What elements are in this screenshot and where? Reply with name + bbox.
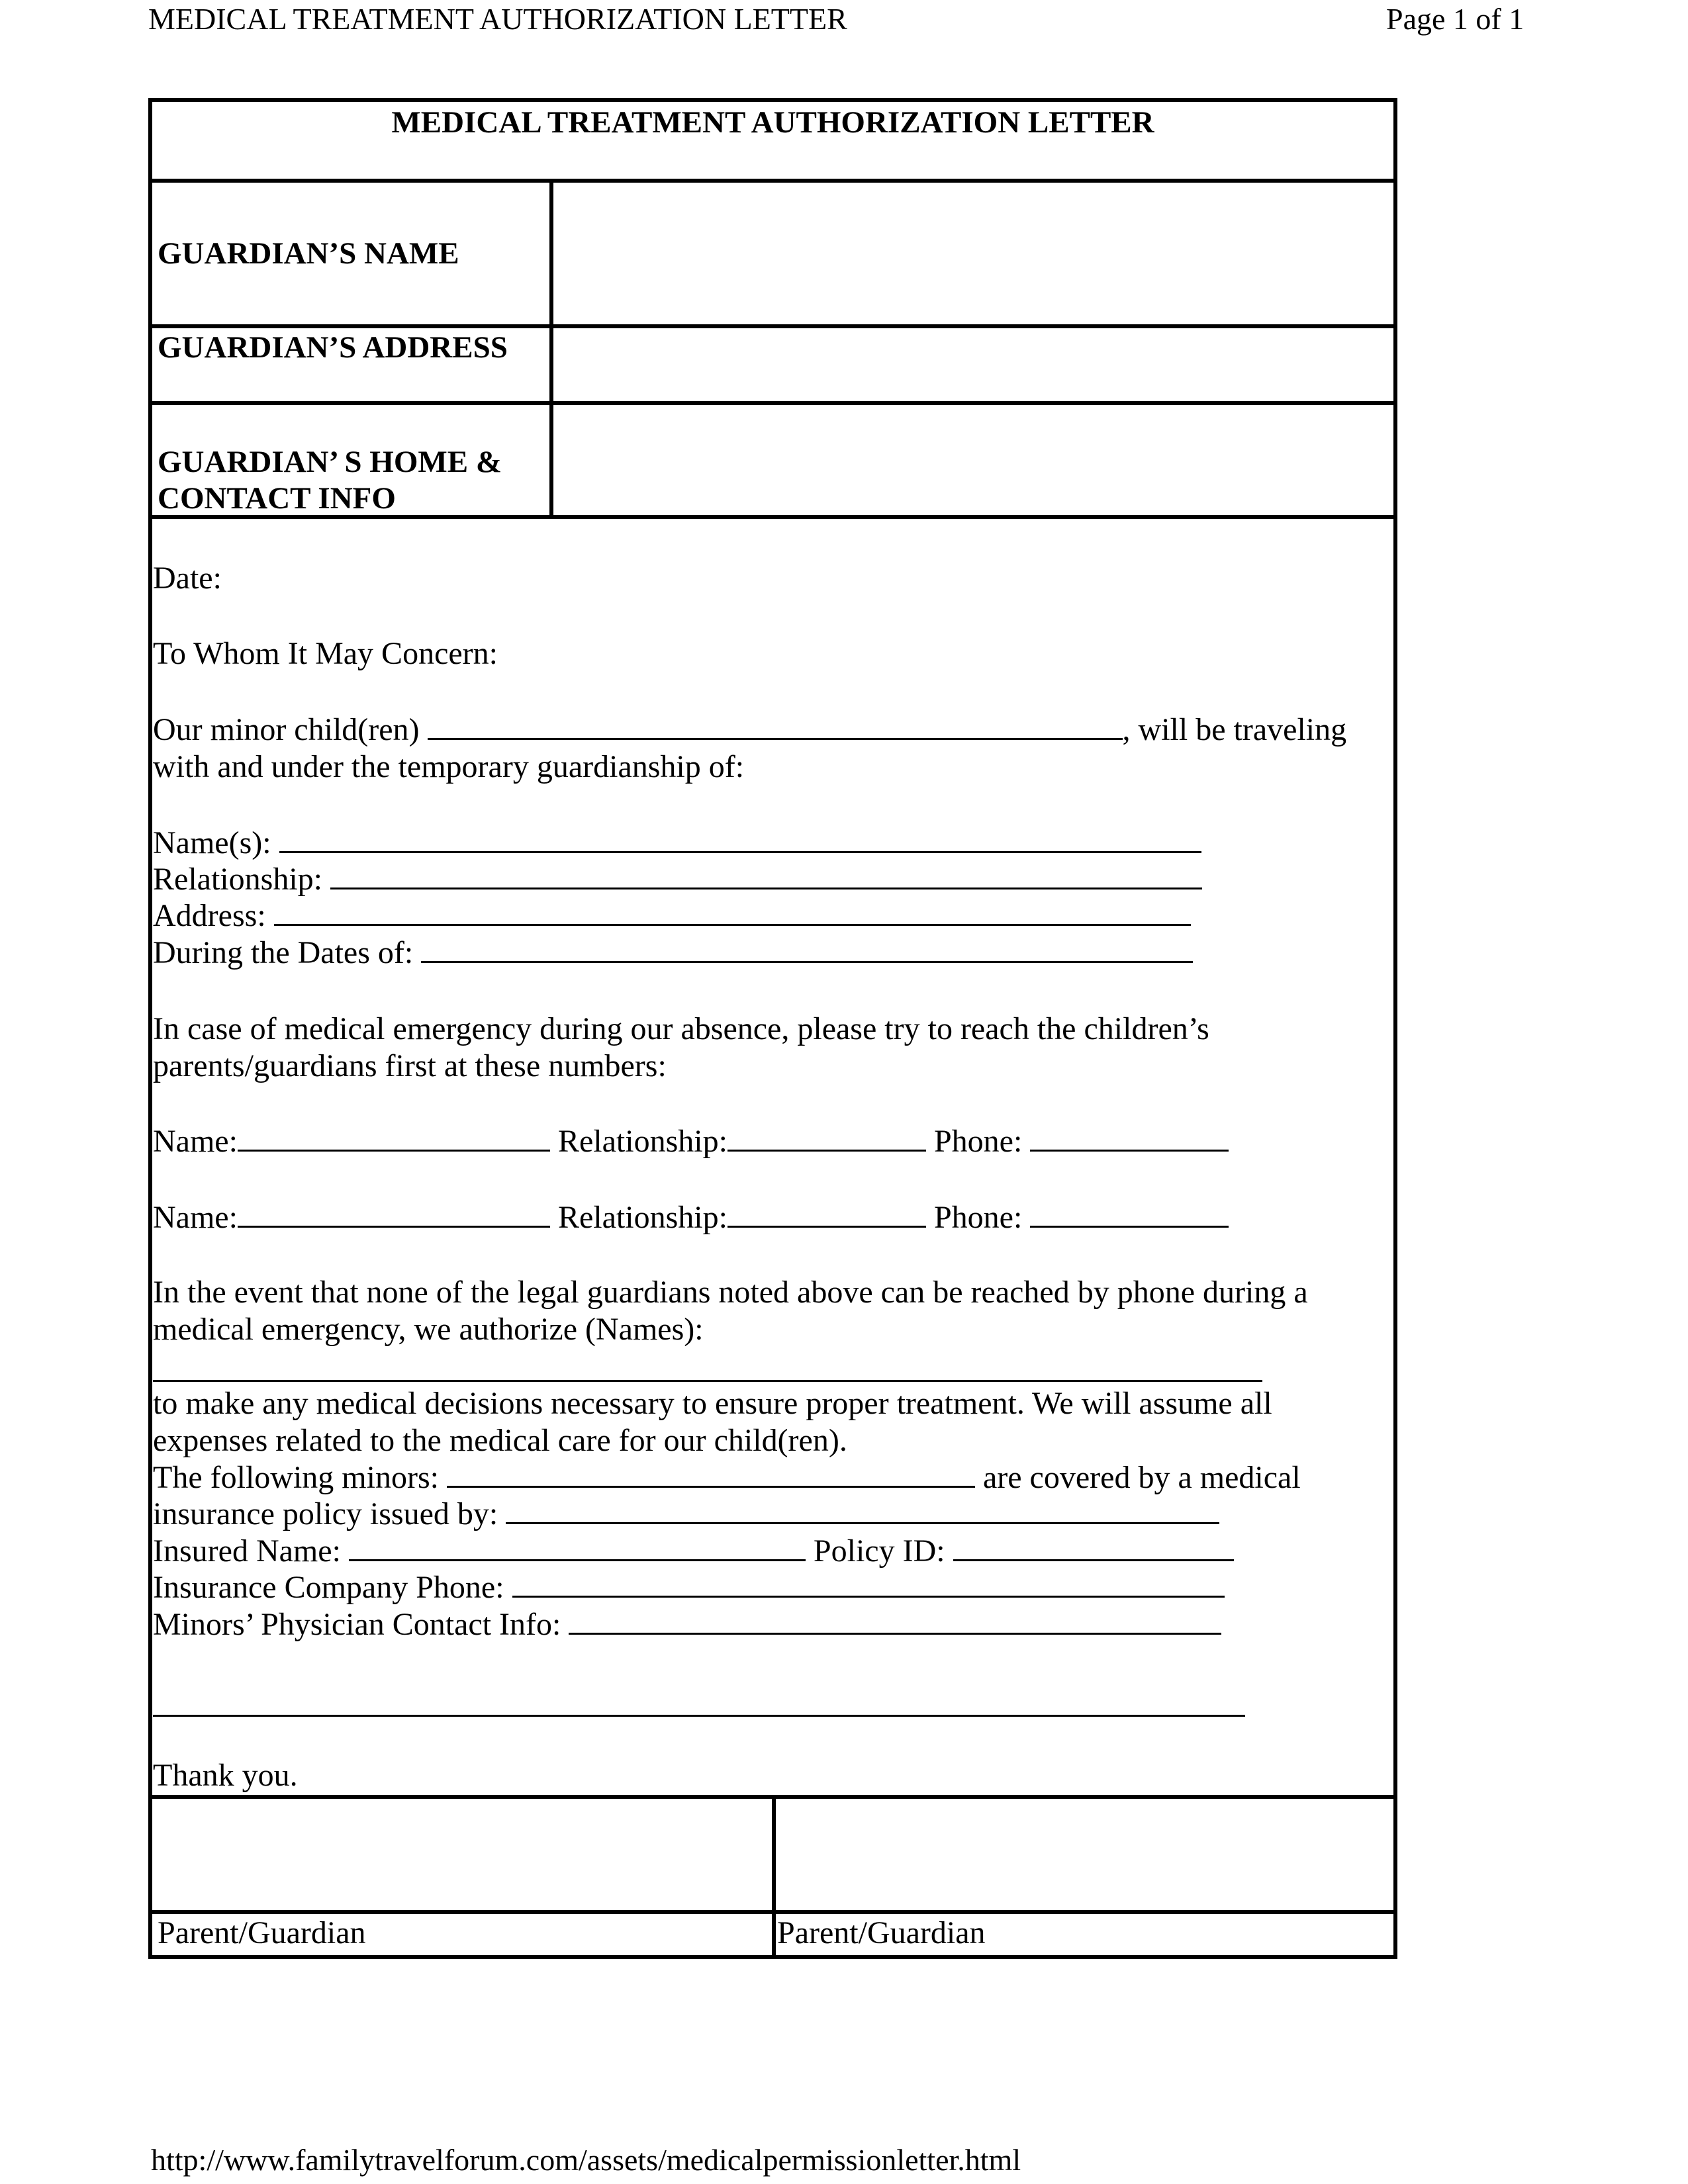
guardian-name-field[interactable] [555, 184, 1393, 323]
contact-name-blank[interactable] [238, 1199, 550, 1228]
dates-blank[interactable] [421, 934, 1193, 963]
insurance-phone-blank[interactable] [512, 1569, 1225, 1598]
contact-name-blank[interactable] [238, 1123, 550, 1152]
salutation: To Whom It May Concern: [153, 636, 498, 671]
signature-label-divider [148, 1910, 1397, 1914]
names-row [153, 825, 1201, 862]
names-label: Name(s): [153, 825, 271, 860]
minor-children-line [153, 711, 1346, 749]
address-label: Address: [153, 898, 266, 933]
guardian-contact-label-line2: CONTACT INFO [158, 481, 396, 516]
closing-text: Thank you. [153, 1758, 298, 1793]
relationship-label: Relationship: [153, 862, 322, 897]
event-line-2: medical emergency, we authorize (Names): [153, 1312, 704, 1347]
title-divider [148, 179, 1397, 183]
names-blank[interactable] [279, 825, 1201, 853]
covered-minors-blank[interactable] [447, 1459, 975, 1488]
insurance-issued-row [153, 1496, 1219, 1533]
form-title: MEDICAL TREATMENT AUTHORIZATION LETTER [391, 105, 1154, 140]
contact-name-label: Name: [153, 1200, 238, 1235]
dates-label: During the Dates of: [153, 935, 414, 970]
guardian-address-label: GUARDIAN’S ADDRESS [158, 330, 508, 365]
guardian-row-divider-1 [148, 324, 1397, 328]
dates-row [153, 934, 1193, 972]
contact-relationship-blank[interactable] [727, 1199, 926, 1228]
page-header-title: MEDICAL TREATMENT AUTHORIZATION LETTER [148, 2, 847, 36]
address-row [153, 897, 1191, 934]
guardian-name-label: GUARDIAN’S NAME [158, 236, 459, 271]
contact-relationship-label: Relationship: [557, 1200, 727, 1235]
contact-relationship-blank[interactable] [727, 1123, 926, 1152]
following-suffix: are covered by a medical [982, 1460, 1301, 1495]
contact-phone-label: Phone: [933, 1200, 1023, 1235]
signature-column-divider [772, 1795, 776, 1959]
emergency-contact-row-2 [153, 1199, 1229, 1236]
decisions-line-1: to make any medical decisions necessary to ensure proper treatment. We will assume all [153, 1386, 1272, 1421]
contact-phone-label: Phone: [933, 1124, 1023, 1159]
contact-phone-blank[interactable] [1030, 1123, 1229, 1152]
contact-name-label: Name: [153, 1124, 238, 1159]
insurance-phone-row [153, 1569, 1225, 1606]
policy-id-label: Policy ID: [813, 1533, 945, 1569]
signature-label-right: Parent/Guardian [777, 1915, 986, 1950]
relationship-blank[interactable] [330, 861, 1202, 889]
guardian-address-field[interactable] [555, 330, 1393, 400]
emergency-line-1: In case of medical emergency during our absence, please try to reach the children’s [153, 1011, 1209, 1046]
contact-phone-blank[interactable] [1030, 1199, 1229, 1228]
page-number: Page 1 of 1 [1386, 2, 1524, 36]
decisions-line-2: expenses related to the medical care for our child(ren). [153, 1423, 847, 1458]
footer-url: http://www.familytravelforum.com/assets/medicalpermissionletter.html [151, 2143, 1021, 2177]
emergency-contact-row-1 [153, 1123, 1229, 1160]
guardian-contact-field[interactable] [555, 406, 1393, 514]
physician-blank[interactable] [569, 1606, 1221, 1635]
event-line-1: In the event that none of the legal guardians noted above can be reached by phone during a [153, 1275, 1308, 1310]
emergency-line-2: parents/guardians first at these numbers: [153, 1048, 667, 1083]
date-label: Date: [153, 561, 222, 596]
following-minors-row [153, 1459, 1301, 1496]
physician-extra-blank[interactable] [153, 1715, 1245, 1717]
contact-relationship-label: Relationship: [557, 1124, 727, 1159]
minor-suffix: , will be traveling [1122, 712, 1347, 747]
insurance-issued-label: insurance policy issued by: [153, 1496, 498, 1531]
physician-row [153, 1606, 1221, 1643]
insured-name-label: Insured Name: [153, 1533, 341, 1569]
signature-box-right[interactable] [778, 1801, 1391, 1907]
insured-name-blank[interactable] [349, 1533, 806, 1561]
insurance-issuer-blank[interactable] [506, 1496, 1219, 1524]
relationship-row [153, 861, 1202, 898]
physician-label: Minors’ Physician Contact Info: [153, 1607, 561, 1642]
address-blank[interactable] [274, 897, 1191, 926]
signature-label-left: Parent/Guardian [158, 1915, 366, 1950]
minor-prefix: Our minor child(ren) [153, 712, 420, 747]
guardian-table-column-divider [549, 179, 553, 519]
policy-id-blank[interactable] [953, 1533, 1234, 1561]
signature-box-left[interactable] [159, 1801, 768, 1907]
following-prefix: The following minors: [153, 1460, 439, 1495]
insured-name-row [153, 1533, 1234, 1570]
minor-children-blank[interactable] [428, 711, 1123, 740]
insurance-phone-label: Insurance Company Phone: [153, 1570, 504, 1605]
authorized-names-blank[interactable] [153, 1380, 1262, 1382]
guardian-contact-label-line1: GUARDIAN’ S HOME & [158, 445, 502, 479]
guardianship-line: with and under the temporary guardianship of: [153, 749, 745, 784]
guardian-row-divider-2 [148, 401, 1397, 405]
